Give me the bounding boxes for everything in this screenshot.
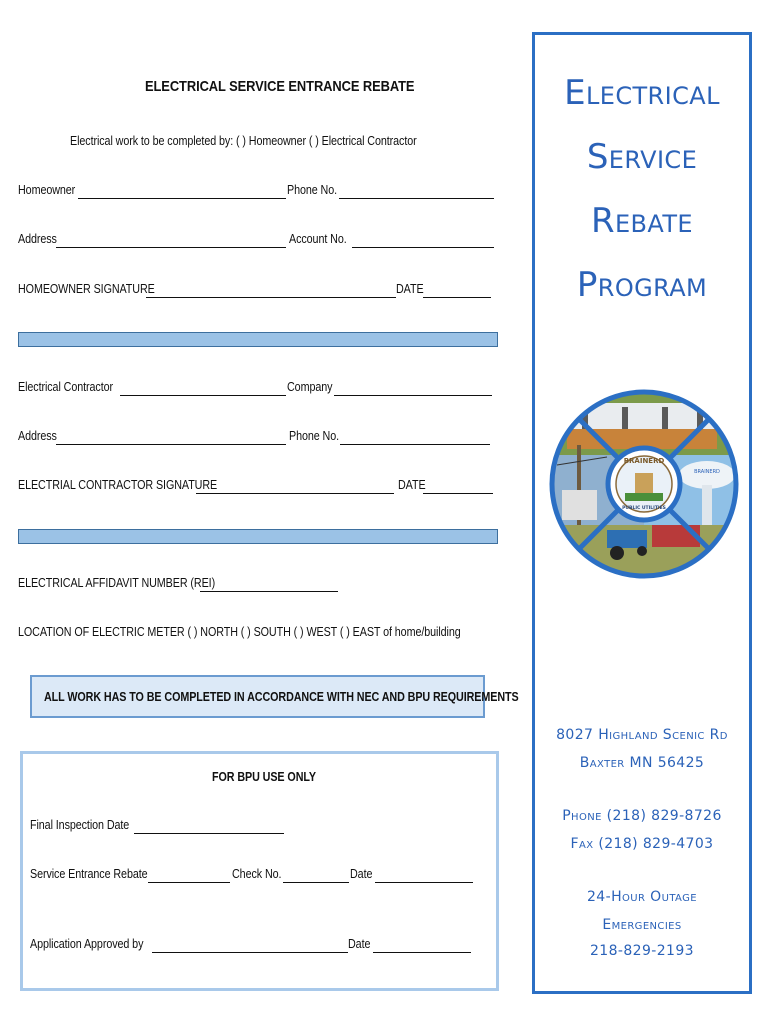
check-no-field[interactable] [283,882,349,883]
seal-subtext: PUBLIC UTILITIES [622,506,666,511]
meter-location[interactable]: LOCATION OF ELECTRIC METER ( ) NORTH ( ) SOUTH ( ) WEST ( ) EAST of home/building [18,625,461,639]
service-rebate-label: Service Entrance Rebate [30,867,148,881]
bpu-heading: FOR BPU USE ONLY [212,770,316,784]
form-title: ELECTRICAL SERVICE ENTRANCE REBATE [145,78,415,95]
panel-title-line-1: Electrical [564,73,720,113]
homeowner-signature-label: HOMEOWNER SIGNATURE [18,282,155,296]
address-line-2: Baxter MN 56425 [579,755,705,771]
section-divider [18,529,498,544]
approved-by-label: Application Approved by [30,937,144,951]
panel-title-line-2: Service [586,137,698,177]
bpu-use-only-box [20,751,499,991]
outage-line-1: 24-Hour Outage [587,889,697,905]
account-label: Account No. [289,232,347,246]
check-no-label: Check No. [232,867,282,881]
contractor-signature-label: ELECTRIAL CONTRACTOR SIGNATURE [18,478,218,492]
outage-line-2: Emergencies [602,917,682,933]
affidavit-field[interactable] [200,591,338,592]
rebate-date-label: Date [350,867,373,881]
homeowner-address-label: Address [18,232,57,246]
company-label: Company [287,380,333,394]
account-field[interactable] [352,247,494,248]
service-rebate-field[interactable] [148,882,230,883]
homeowner-date-label: DATE [396,282,424,296]
contractor-date-label: DATE [398,478,426,492]
contractor-phone-field[interactable] [340,444,490,445]
compliance-notice-text: ALL WORK HAS TO BE COMPLETED IN ACCORDANCE WITH NEC AND BPU REQUIREMENTS [44,690,519,704]
contractor-address-field[interactable] [56,444,286,445]
fax-number: Fax (218) 829-4703 [570,836,714,852]
homeowner-phone-label: Phone No. [287,183,338,197]
address-line-1: 8027 Highland Scenic Rd [556,727,728,743]
homeowner-phone-field[interactable] [339,198,494,199]
contractor-label: Electrical Contractor [18,380,113,394]
homeowner-label: Homeowner [18,183,76,197]
contractor-address-label: Address [18,429,57,443]
final-inspection-label: Final Inspection Date [30,818,130,832]
seal-text: BRAINERD [623,457,665,465]
homeowner-address-field[interactable] [56,247,286,248]
section-divider [18,332,498,347]
contractor-field[interactable] [120,395,286,396]
program-panel [532,32,752,994]
tower-text: BRAINERD [694,469,720,475]
work-completed-by[interactable]: Electrical work to be completed by: ( ) Homeowner ( ) Electrical Contractor [70,134,417,148]
outage-phone: 218-829-2193 [590,943,694,959]
approved-date-field[interactable] [373,952,471,953]
panel-title-line-3: Rebate [590,201,694,241]
compliance-notice [30,675,519,718]
approved-by-field[interactable] [152,952,348,953]
utility-photo-collage-logo [547,325,742,643]
contractor-phone-label: Phone No. [289,429,340,443]
company-field[interactable] [334,395,492,396]
approved-date-label: Date [348,937,371,951]
rebate-date-field[interactable] [375,882,473,883]
homeowner-field[interactable] [78,198,286,199]
phone-number: Phone (218) 829-8726 [562,808,722,824]
contractor-date-field[interactable] [423,493,493,494]
panel-title-line-4: Program [576,265,708,305]
contractor-signature-field[interactable] [196,493,394,494]
homeowner-signature-field[interactable] [146,297,396,298]
final-inspection-field[interactable] [134,833,284,834]
homeowner-date-field[interactable] [423,297,491,298]
affidavit-label: ELECTRICAL AFFIDAVIT NUMBER (REI) [18,576,216,590]
